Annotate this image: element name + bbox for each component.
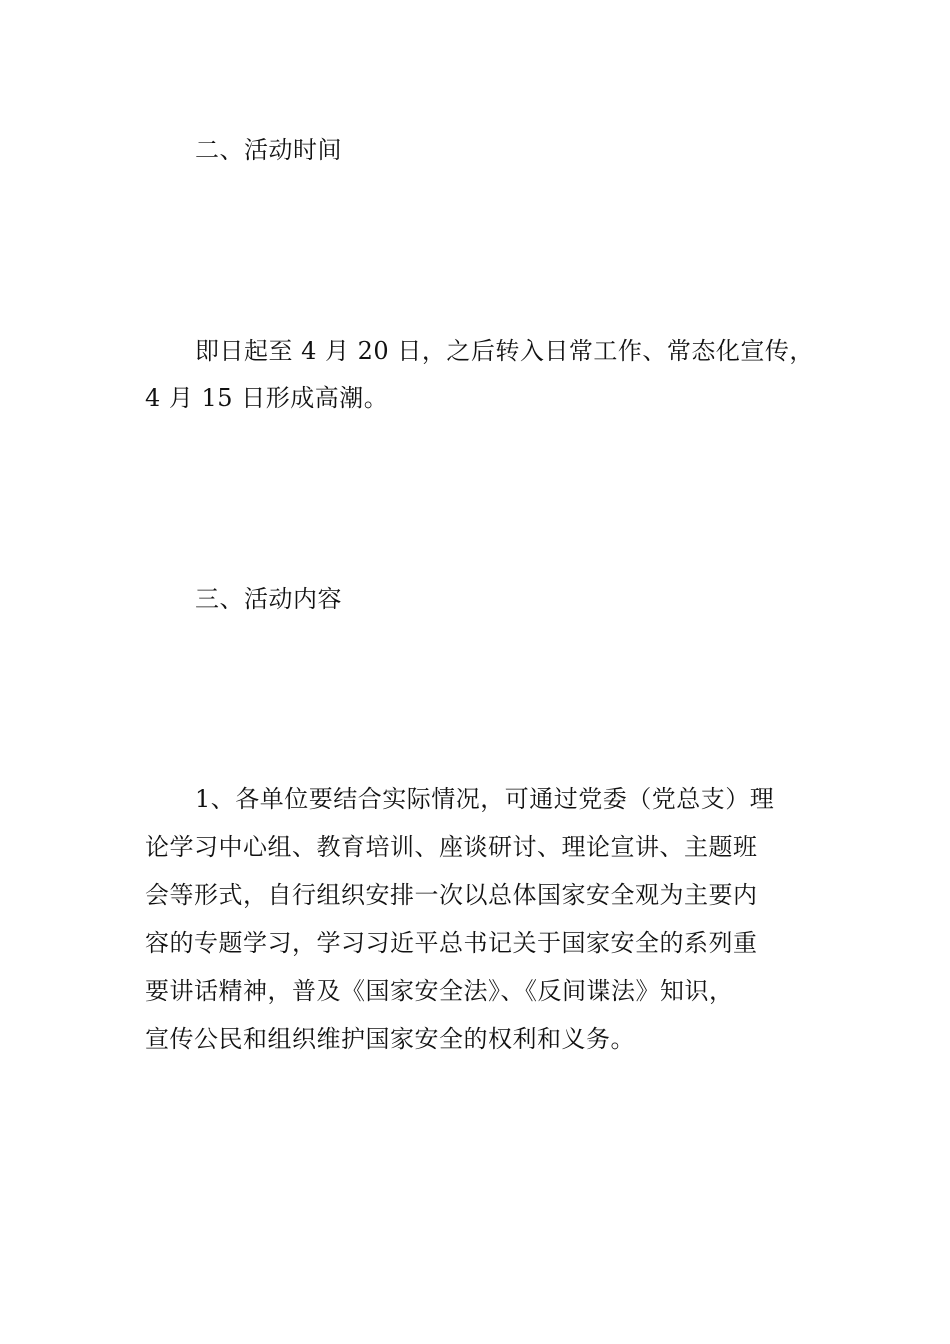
paragraph-line: 即日起至 4 月 20 日，之后转入日常工作、常态化宣传， [195,337,814,365]
paragraph-line: 宣传公民和组织维护国家安全的权利和义务。 [145,1025,635,1053]
paragraph-line: 会等形式，自行组织安排一次以总体国家安全观为主要内 [145,881,758,909]
paragraph-line: 容的专题学习，学习习近平总书记关于国家安全的系列重 [145,929,758,957]
section-heading-activity-content: 三、活动内容 [195,585,342,613]
paragraph-line: 4 月 15 日形成高潮。 [145,384,389,412]
paragraph-line: 要讲话精神，普及《国家安全法》、《反间谍法》知识， [145,977,734,1005]
section-heading-activity-time: 二、活动时间 [195,136,342,164]
paragraph-line: 1、各单位要结合实际情况，可通过党委（党总支）理 [195,785,775,813]
paragraph-line: 论学习中心组、教育培训、座谈研讨、理论宣讲、主题班 [145,833,758,861]
